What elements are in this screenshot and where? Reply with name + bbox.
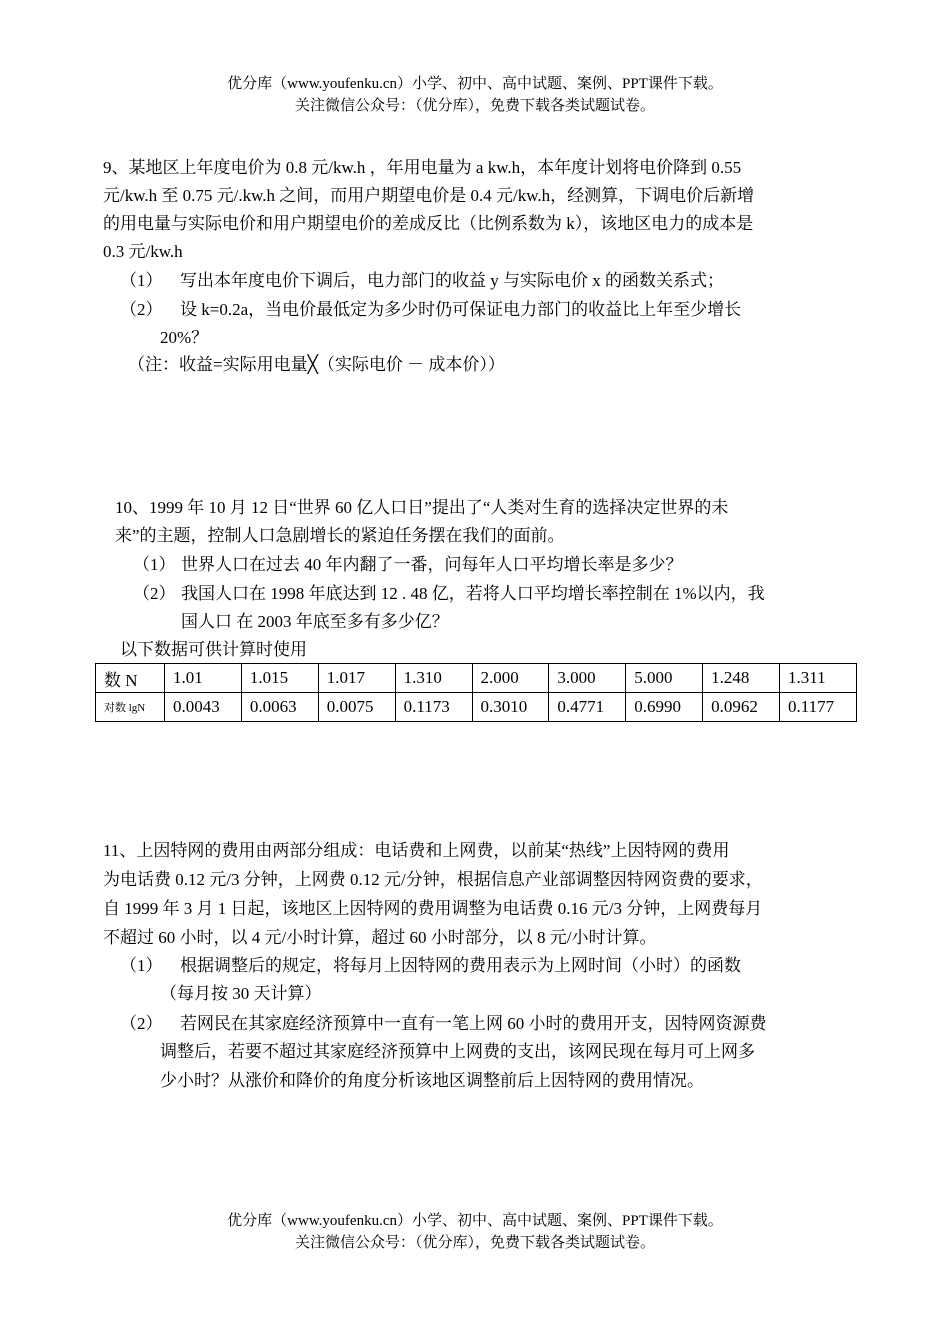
q11-line-2: 为电话费 0.12 元/3 分钟，上网费 0.12 元/分钟，根据信息产业部调整因特网资费的要求，	[103, 870, 763, 889]
header-line-1: 优分库（www.youfenku.cn）小学、初中、高中试题、案例、PPT课件下载。	[227, 76, 723, 92]
table-cell: 1.310	[395, 664, 472, 693]
q10-sub-1-number: （1）	[133, 555, 176, 574]
table-cell: 1.01	[165, 664, 242, 693]
q11-sub-1-continuation: （每月按 30 天计算）	[160, 984, 322, 1003]
q10-sub-2	[133, 581, 765, 607]
q9-sub-2-continuation: 20%？	[160, 328, 209, 347]
q11-line-4: 不超过 60 小时，以 4 元/小时计算，超过 60 小时部分，以 8 元/小时计算。	[103, 928, 657, 947]
q11-sub-1-text: 根据调整后的规定，将每月上因特网的费用表示为上网时间（小时）的函数	[180, 956, 741, 975]
footer-line-2: 关注微信公众号：（优分库），免费下载各类试题试卷。	[294, 1235, 655, 1251]
table-cell: 1.015	[241, 664, 318, 693]
q10-sub-1	[133, 552, 683, 578]
table-cell: 1.248	[703, 664, 780, 693]
q11-sub-2-text: 若网民在其家庭经济预算中一直有一笔上网 60 小时的费用开支，因特网资源费	[180, 1014, 767, 1033]
q9-line-3: 的用电量与实际电价和用户期望电价的差成反比（比例系数为 k），该地区电力的成本是	[103, 214, 754, 233]
table-cell: 0.0075	[318, 693, 395, 722]
table-row-header: 对数 lgN	[96, 693, 165, 722]
q11-line-1: 11、上因特网的费用由两部分组成：电话费和上网费，以前某“热线”上因特网的费用	[103, 841, 730, 860]
page-header	[0, 73, 950, 117]
table-cell: 0.4771	[549, 693, 626, 722]
q10-sub-2-number: （2）	[133, 584, 176, 603]
table-cell: 1.311	[780, 664, 857, 693]
q11-line-3: 自 1999 年 3 月 1 日起，该地区上因特网的费用调整为电话费 0.16 元/3 分钟，上网费每月	[103, 899, 763, 918]
table-cell: 1.017	[318, 664, 395, 693]
table-cell: 0.0962	[703, 693, 780, 722]
q10-sub-2-continuation: 国人口 在 2003 年底至多有多少亿？	[181, 612, 449, 631]
table-row-header: 数 N	[96, 664, 165, 693]
q10-sub-2-text: 我国人口在 1998 年底达到 12 . 48 亿，若将人口平均增长率控制在 1%以内，我	[181, 584, 765, 603]
q11-sub-2	[120, 1011, 767, 1037]
table-cell: 0.6990	[626, 693, 703, 722]
log-table	[95, 663, 857, 722]
table-cell: 5.000	[626, 664, 703, 693]
q9-sub-2	[120, 297, 741, 323]
q10-line-1: 10、1999 年 10 月 12 日“世界 60 亿人口日”提出了“人类对生育的选择决定世界的未	[115, 498, 729, 517]
table-cell: 3.000	[549, 664, 626, 693]
table-row-n	[96, 664, 857, 693]
footer-line-1: 优分库（www.youfenku.cn）小学、初中、高中试题、案例、PPT课件下载。	[227, 1213, 723, 1229]
q10-sub-1-text: 世界人口在过去 40 年内翻了一番，问每年人口平均增长率是多少？	[181, 555, 683, 574]
table-cell: 0.1173	[395, 693, 472, 722]
page-footer	[0, 1210, 950, 1254]
table-cell: 0.3010	[472, 693, 549, 722]
q9-line-2: 元/kw.h 至 0.75 元/.kw.h 之间，而用户期望电价是 0.4 元/kw.h，经测算，下调电价后新增	[103, 186, 755, 205]
table-cell: 0.0043	[165, 693, 242, 722]
q9-line-1: 9、某地区上年度电价为 0.8 元/kw.h ，年用电量为 a kw.h，本年度计划将电价降到 0.55	[103, 158, 742, 177]
q11-sub-1	[120, 953, 741, 979]
q9-sub-1-text: 写出本年度电价下调后，电力部门的收益 y 与实际电价 x 的函数关系式；	[180, 271, 724, 290]
table-caption: 以下数据可供计算时使用	[120, 640, 307, 659]
table-cell: 0.0063	[241, 693, 318, 722]
q9-line-4: 0.3 元/kw.h	[103, 242, 183, 261]
header-line-2: 关注微信公众号：（优分库），免费下载各类试题试卷。	[294, 98, 655, 114]
q11-sub-2-continuation-2: 少小时？从涨价和降价的角度分析该地区调整前后上因特网的费用情况。	[160, 1071, 704, 1090]
q9-sub-2-number: （2）	[120, 300, 163, 319]
table-cell: 2.000	[472, 664, 549, 693]
q11-sub-1-number: （1）	[120, 956, 163, 975]
q11-sub-2-number: （2）	[120, 1014, 163, 1033]
q10-line-2: 来”的主题，控制人口急剧增长的紧迫任务摆在我们的面前。	[115, 526, 565, 545]
q9-sub-1-number: （1）	[120, 271, 163, 290]
q9-note: （注：收益=实际用电量╳（实际电价 － 成本价））	[128, 355, 505, 374]
table-row-lgn	[96, 693, 857, 722]
q9-sub-2-text: 设 k=0.2a，当电价最低定为多少时仍可保证电力部门的收益比上年至少增长	[180, 300, 742, 319]
q11-sub-2-continuation: 调整后，若要不超过其家庭经济预算中上网费的支出，该网民现在每月可上网多	[160, 1042, 755, 1061]
table-cell: 0.1177	[780, 693, 857, 722]
q9-sub-1	[120, 268, 724, 294]
